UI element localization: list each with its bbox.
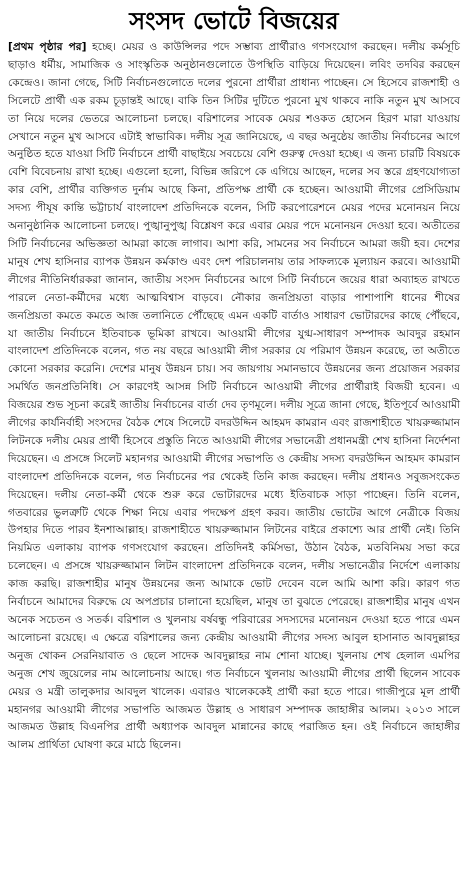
article-body <box>8 39 460 755</box>
continued-from-label: [প্রথম পৃষ্ঠার পর] <box>8 41 87 53</box>
article-body-text: হচ্ছে। মেয়র ও কাউন্সিলর পদে সম্ভাব্য প্রার্থীরাও গণসংযোগ করছেন। দলীয় কর্মসূচি ছাড়াও ধর্মীয়, সামাজিক ও সাংস্কৃতিক অনুষ্ঠানগুলোতে উপস্থিতি বাড়িয়ে দিয়েছেন। লবিং তদবির করছেন কেন্দ্রেও। জানা গেছে, সিটি নির্বাচনগুলোতে দলের পুরনো প্রার্থীরা প্রাধান্য পাচ্ছেন। সে হিসেবে রাজশাহী ও সিলেটে প্রার্থী এক রকম চূড়ান্তই আছে। বাকি তিন সিটির দুটিতে পুরনো মুখ থাকবে নাকি নতুন মুখ আসবে তা নিয়ে দলের ভেতরে আলোচনা চলছে। বরিশালের সাবেক মেয়র শওকত হোসেন হিরণ মারা যাওয়ায় সেখানে নতুন মুখ আসবে এটাই স্বাভাবিক। দলীয় সূত্র জানিয়েছে, এ বছর অনুষ্ঠেয় জাতীয় নির্বাচনের আগে অনুষ্ঠিত হতে যাওয়া সিটি নির্বাচনে প্রার্থী বাছাইয়ে সবচেয়ে বেশি গুরুত্ব দেওয়া হচ্ছে। এ জন্য চারটি বিষয়কে বেশি বিবেচনায় রাখা হচ্ছে। এগুলো হলো, বিভিন্ন জরিপে কে এগিয়ে আছেন, দলের সব স্তরে গ্রহণযোগ্যতা কার বেশি, প্রার্থীর ব্যক্তিগত দুর্নাম আছে কিনা, প্রতিপক্ষ প্রার্থী কে হচ্ছেন। আওয়ামী লীগের প্রেসিডিয়াম সদস্য পীযূষ কান্তি ভট্টাচার্য বাংলাদেশ প্রতিদিনকে বলেন, সিটি করপোরেশনে মেয়র পদের মনোনয়ন নিয়ে অনানুষ্ঠানিক আলোচনা চলছে। পুঙ্খানুপুঙ্খ বিশ্লেষণ করে এবার মেয়র পদে মনোনয়ন দেওয়া হবে। অতীতের সিটি নির্বাচনের অভিজ্ঞতা আমরা কাজে লাগাব। আশা করি, সামনের সব নির্বাচনে আমরা জয়ী হব। দেশের মানুষ শেখ হাসিনার ব্যাপক উন্নয়ন কর্মকাণ্ড এবং দেশ পরিচালনায় তার সাফল্যকে মূল্যায়ন করবে। আওয়ামী লীগের নীতিনির্ধারকরা জানান, জাতীয় সংসদ নির্বাচনের আগে সিটি নির্বাচনে জয়ের ধারা অব্যাহত রাখতে পারলে নেতা-কর্মীদের মধ্যে আত্মবিশ্বাস বাড়বে। নৌকার জনপ্রিয়তা বাড়ার পাশাপাশি ধানের শীষের জনপ্রিয়তা কমতে কমতে আজ তলানিতে পৌঁছেছে এমন একটি বার্তাও সাধারণ ভোটারদের কাছে পৌঁছবে, যা জাতীয় নির্বাচনে ইতিবাচক ভূমিকা রাখবে। আওয়ামী লীগের যুগ্ম-সাধারণ সম্পাদক আবদুর রহমান বাংলাদেশ প্রতিদিনকে বলেন, গত নয় বছরে আওয়ামী লীগ সরকার যে পরিমাণ উন্নয়ন করেছে, তা অতীতে কোনো সরকার করেনি। দেশের মানুষ উন্নয়ন চায়। সব জায়গায় সমানভাবে উন্নয়নের জন্য প্রয়োজন সরকার সমর্থিত জনপ্রতিনিধি। সে কারণেই আসন্ন সিটি নির্বাচনে আওয়ামী লীগের প্রার্থীরাই বিজয়ী হবেন। এ বিজয়ের শুভ সূচনা করেই জাতীয় নির্বাচনের বার্তা দেব তৃণমূলে। দলীয় সূত্রে জানা গেছে, ইতিপূর্বে আওয়ামী লীগের কার্যনির্বাহী সংসদের বৈঠক শেষে সিলেটে বদরউদ্দিন আহমদ কামরান এবং রাজশাহীতে খায়রুজ্জামান লিটনকে দলীয় মেয়র প্রার্থী হিসেবে প্রস্তুতি নিতে আওয়ামী লীগের সভানেত্রী প্রধানমন্ত্রী শেখ হাসিনা নির্দেশনা দিয়েছেন। এ প্রসঙ্গে সিলেট মহানগর আওয়ামী লীগের সভাপতি ও কেন্দ্রীয় সদস্য বদরউদ্দিন আহমদ কামরান বাংলাদেশ প্রতিদিনকে বলেন, গত নির্বাচনের পর থেকেই তিনি কাজ করছেন। দলীয় প্রধানও সবুজসংকেত দিয়েছেন। দলীয় নেতা-কর্মী থেকে শুরু করে ভোটারদের মধ্যে ইতিবাচক সাড়া পাচ্ছেন। তিনি বলেন, গতবারের ভুলত্রুটি থেকে শিক্ষা নিয়ে এবার পদক্ষেপ গ্রহণ করব। জাতীয় ভোটের আগে নেত্রীকে বিজয় উপহার দিতে পারব ইনশাআল্লাহ। রাজশাহীতে খায়রুজ্জামান লিটনের বাইরে প্রকাশ্যে আর প্রার্থী নেই। তিনি নিয়মিত এলাকায় ব্যাপক গণসংযোগ করছেন। প্রতিদিনই কর্মিসভা, উঠান বৈঠক, মতবিনিময় সভা করে চলেছেন। এ প্রসঙ্গে খায়রুজ্জামান লিটন বাংলাদেশ প্রতিদিনকে বলেন, দলীয় সভানেত্রীর নির্দেশে এলাকায় কাজ করছি। রাজশাহীর মানুষ উন্নয়নের জন্য আমাকে ভোট দেবেন বলে আমি আশা করি। কারণ গত নির্বাচনে আমাদের বিরুদ্ধে যে অপপ্রচার চালানো হয়েছিল, মানুষ তা বুঝতে পেরেছে। রাজশাহীর মানুষ এখন অনেক সচেতন ও সতর্ক। বরিশাল ও খুলনায় বর্ষবন্ধু পরিবারের সদস্যদের মনোনয়ন দেওয়া হতে পারে এমন আলোচনা রয়েছে। এ ক্ষেত্রে বরিশালের জন্য কেন্দ্রীয় আওয়ামী লীগের সদস্য আবুল হাসানাত আবদুল্লাহর অনুজ খোকন সেরনিয়াবাত ও ছেলে সাদেক আবদুল্লাহর নাম শোনা যাচ্ছে। খুলনায় শেখ হেলাল এমপির অনুজ শেখ জুয়েলের নাম আলোচনায় আছে। গত নির্বাচনে খুলনায় আওয়ামী লীগের প্রার্থী ছিলেন সাবেক মেয়র ও মন্ত্রী তালুকদার আবদুল খালেক। এবারও খালেককেই প্রার্থী করা হতে পারে। গাজীপুরে মূল প্রার্থী মহানগর আওয়ামী লীগের সভাপতি আজমত উল্লাহ ও সাধারণ সম্পাদক জাহাঙ্গীর আলম। ২০১৩ সালে আজমত উল্লাহ বিএনপির প্রার্থী অধ্যাপক আবদুল মান্নানের কাছে পরাজিত হন। ওই নির্বাচনে জাহাঙ্গীর আলম প্রার্থিতা ঘোষণা করে মাঠে ছিলেন। <box>8 41 460 752</box>
article-headline: সংসদ ভোটে বিজয়ের <box>129 7 339 35</box>
